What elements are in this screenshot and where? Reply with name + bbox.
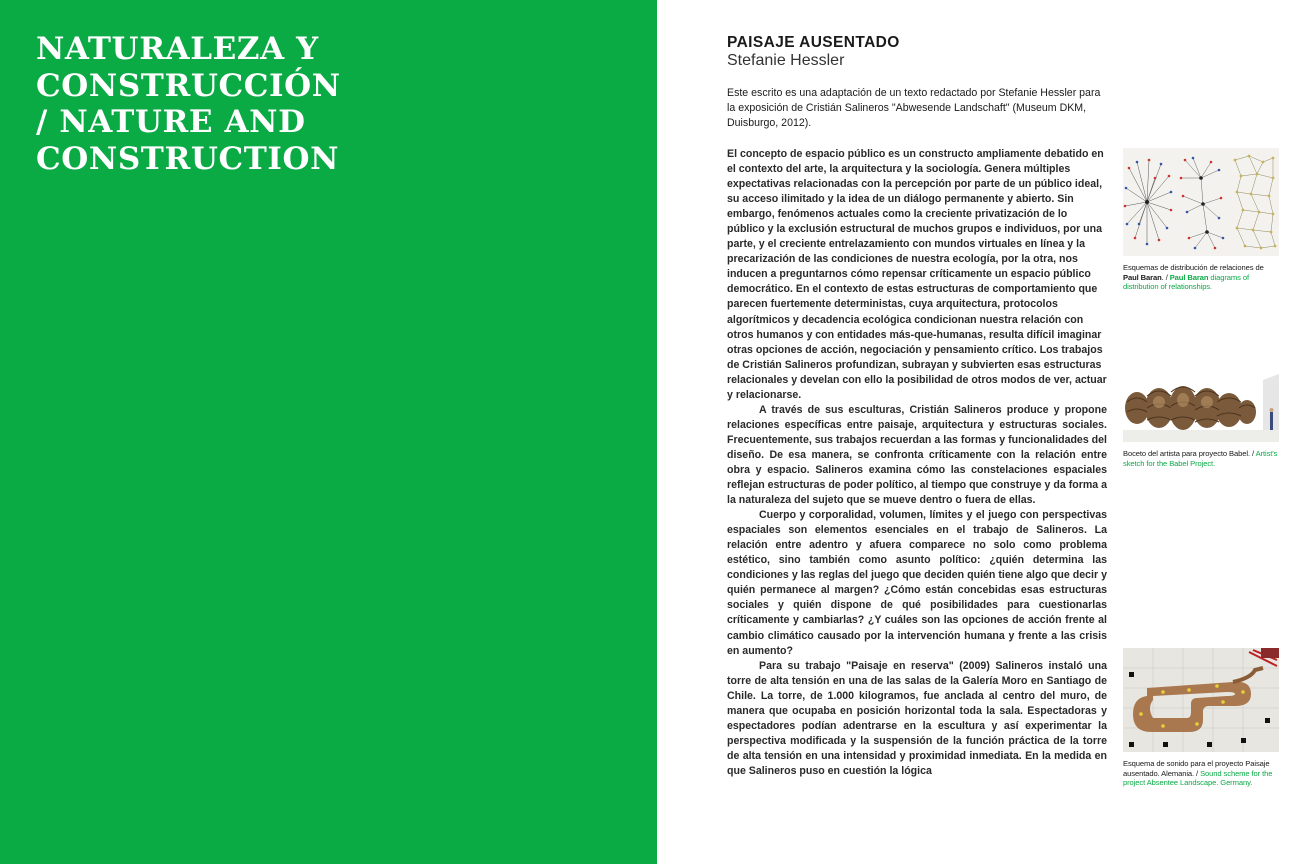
body-paragraph: Cuerpo y corporalidad, volumen, límites y el juego con perspectivas espaciales son elementos esenciales en el trabajo de Salineros. La relación entre adentro y afuera comparece no solo como problema estético, sino también como asunto político: ¿quién determina las condiciones y las reglas del juego que deciden quién tiene algo que decir y quién permanece al margen? ¿Cómo están concebidas esas estructuras sociales y quién dispone de qué posibilidades para cuestionarlas críticamente y cambiarlas? ¿Y cuáles son las opciones de acción frente al cambio climático causado por la intervención humana y frente a las crisis en aumento?: [727, 509, 1107, 657]
article-author: Stefanie Hessler: [727, 52, 845, 69]
caption-es-bold: Paul Baran: [1123, 272, 1162, 282]
sound-scheme-illustration: [1123, 648, 1279, 752]
section-title: [36, 31, 456, 177]
babel-sketch-image: [1123, 372, 1279, 442]
caption-en: Sound scheme for the project Absentee Landscape. Germany.: [1123, 768, 1273, 788]
figure-babel-sketch: [1123, 372, 1279, 468]
body-paragraph: A través de sus esculturas, Cristián Salineros produce y propone relaciones específicas entre paisaje, arquitectura y estructuras sociales. Frecuentemente, sus trabajos recuerdan a las formas y funcionalidades del diseño. De esa manera, se confronta críticamente con la relación entre obra y espacio. Salineros examina cómo las constelaciones espaciales reflejan estructuras de poder político, al tiempo que construye y da forma a la naturaleza del sujeto que se mueve dentro o fuera de ellas.: [727, 403, 1107, 507]
babel-sculpture-illustration: [1123, 372, 1279, 442]
caption-en: Artist's sketch for the Babel Project.: [1123, 449, 1278, 468]
figure-caption: [1123, 263, 1279, 292]
section-title-line: / NATURE AND: [36, 104, 306, 140]
article-body: [727, 147, 1107, 779]
caption-es: . /: [1161, 272, 1170, 282]
figure-sound-scheme: [1123, 648, 1279, 788]
body-paragraph: El concepto de espacio público es un constructo ampliamente debatido en el contexto del arte, la arquitectura y la sociología. Genera múltiples expectativas relacionadas con la percepción por parte de un público ideal, su acceso ilimitado y la idea de un diálogo permanente y abierto. Sin embargo, fenómenos actuales como la creciente privatización de lo público y la exclusión estructural de muchos grupos e individuos, por una parte, y el creciente entrelazamiento con mundos virtuales en línea y la precarización de las condiciones de nuestra ecología, por la otra, nos inducen a preguntarnos cómo repensar críticamente un espacio público democrático. En el contexto de estas estructuras de comportamiento que parecen fuertemente deterministas, cuya arquitectura, protocolos algorítmicos y decadencia ecológica condicionan nuestra relación con otros humanos y con entidades más-que-humanas, resulta difícil imaginar otras opciones de acción, negociación y pensamiento crítico. Los trabajos de Cristián Salineros profundizan, subrayan y subvierten esas estructuras relacionales y develan con ello la posibilidad de otros modos de ver, actuar y relacionarse.: [727, 148, 1107, 401]
caption-es: Boceto del artista para proyecto Babel. /: [1123, 449, 1256, 458]
network-diagrams-image: [1123, 148, 1279, 256]
network-diagrams-illustration: [1123, 148, 1279, 256]
caption-en: diagrams of distribution of relationships.: [1123, 272, 1249, 292]
caption-es: Esquema de sonido para el proyecto Paisaje ausentado. Alemania. /: [1123, 759, 1270, 778]
figure-caption: [1123, 449, 1279, 468]
figure-caption: [1123, 759, 1279, 788]
article-intro: Este escrito es una adaptación de un texto redactado por Stefanie Hessler para la exposición de Cristián Salineros "Abwesende Landschaft" (Museum DKM, Duisburgo, 2012).: [727, 87, 1101, 129]
body-paragraph: Para su trabajo "Paisaje en reserva" (2009) Salineros instaló una torre de alta tensión en una de las salas de la Galería Moro en Santiago de Chile. La torre, de 1.000 kilogramos, fue anclada al centro del muro, de manera que ocupaba en posición horizontal toda la sala. Espectadoras y espectadores podían adentrarse en la escultura y así experimentar la perspectiva modificada y la suspensión de la función práctica de la torre de alta tensión en una intensidad y proximidad inmediata. En la medida en que Salineros puso en cuestión la lógica: [727, 659, 1107, 777]
caption-en-bold: Paul Baran: [1169, 272, 1209, 282]
section-title-line: NATURALEZA Y: [36, 31, 319, 67]
caption-es: Esquemas de distribución de relaciones de: [1123, 263, 1264, 272]
section-title-line: CONSTRUCTION: [36, 140, 340, 177]
sound-scheme-image: [1123, 648, 1279, 752]
figure-network-diagrams: [1123, 148, 1279, 292]
section-title-line: CONSTRUCCIÓN: [36, 67, 341, 104]
article-title: PAISAJE AUSENTADO: [727, 34, 900, 51]
